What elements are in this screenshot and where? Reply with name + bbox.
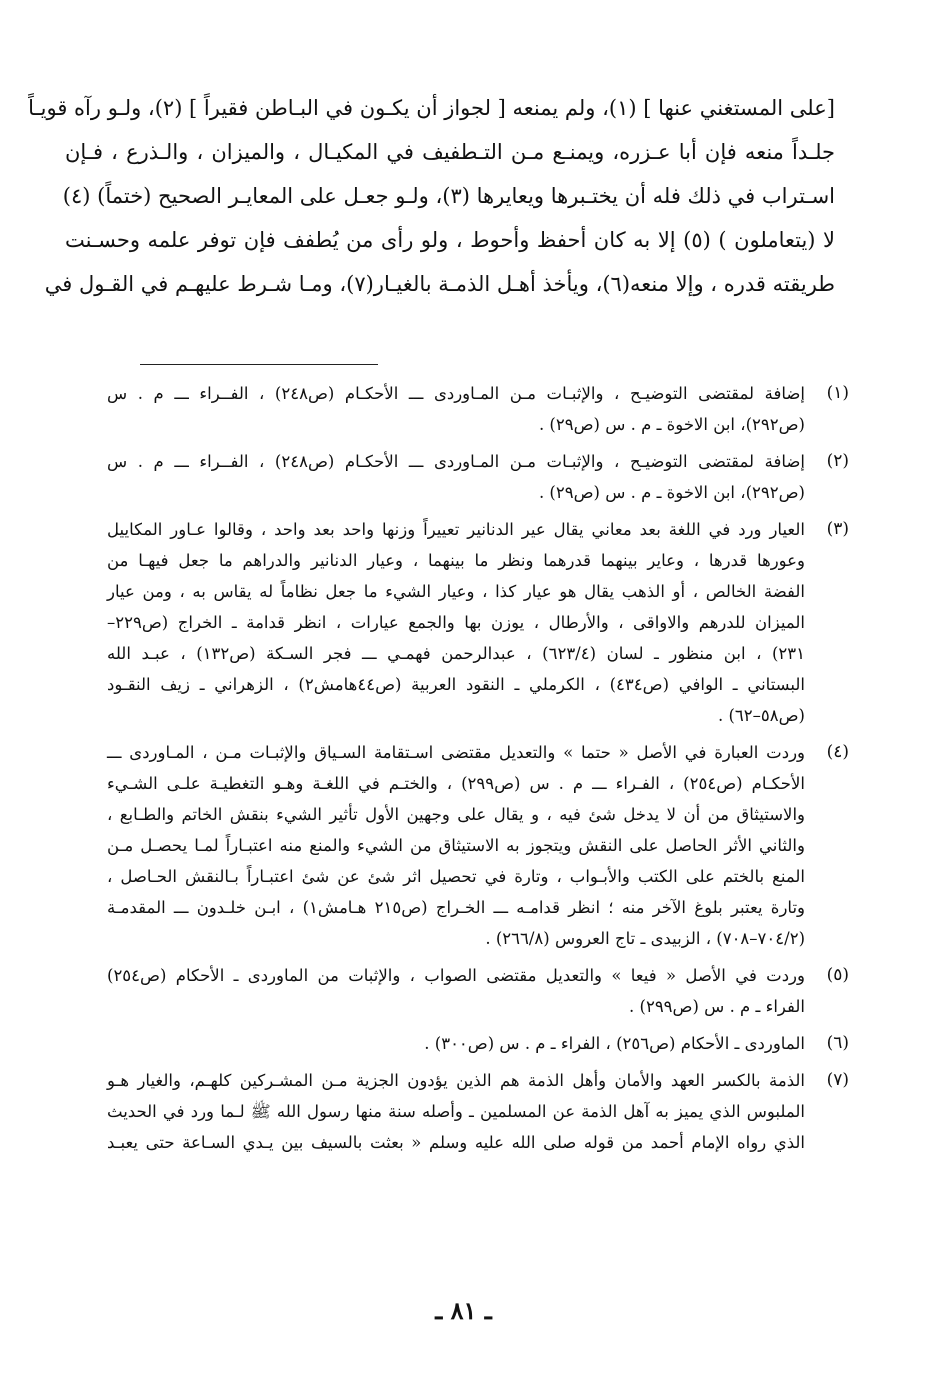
main-text-line: اسـتراب في ذلك فله أن يختـبرها ويعايرها (٣)، ولـو جعـل على المعايـر الصحيح (ختماً) (٤) bbox=[62, 184, 835, 208]
page-number: ـ ٨١ ـ bbox=[435, 1296, 492, 1325]
footnotes-section bbox=[107, 378, 849, 1164]
footnote-line: وردت العبارة في الأصل « حتما » والتعديل مقتضى اسـتقامة السـياق والإثبـات مـن ، المـاوردى ـــ bbox=[107, 743, 805, 762]
footnote-line: الملبوس الذي يميز به آهل الذمة عن المسلمين ـ وأصله سنة منها رسول الله ﷺ لـما ورد في الحديث bbox=[107, 1102, 805, 1121]
footnote-number: (٥) bbox=[826, 965, 849, 985]
footnote-line: الذمة بالكسر العهد والأمان وأهل الذمة هم الذين يؤدون الجزية مـن المشـركين كلهـم، والغيار هـو bbox=[107, 1071, 805, 1090]
footnote-line: المنع بالختم على الكتب والأبـواب ، وتارة في تحصيل اثر شئ عن شئ اعتبـاراً بـالنقش الحـاصل ، bbox=[107, 867, 805, 886]
main-text-line: طريقته قدره ، وإلا منعه(٦)، ويأخذ أهـل الذمـة بالغيـار(٧)، ومـا شـرط عليهـم في القـول في bbox=[44, 272, 835, 296]
footnote-2 bbox=[107, 446, 849, 508]
footnote-line: الماوردى ـ الأحكام (ص٢٥٦) ، الفراء ـ م . س (ص٣٠٠) . bbox=[424, 1034, 805, 1053]
footnote-line: والاستيثاق من أن لا يدخل شئ فيه ، و يقال على وجهين الأول تأثير الشيء بنقش الخاتم والطـابع ، bbox=[107, 805, 805, 824]
footnote-number: (٢) bbox=[826, 451, 849, 471]
footnote-line: (ص٥٨–٦٢) . bbox=[717, 706, 805, 725]
footnote-line: إضافة لمقتضى التوضيـح ، والإثبـات مـن المـاوردى ـــ الأحكـام (ص٢٤٨) ، الفــراء ـــ م . س bbox=[107, 452, 805, 471]
footnote-number: (٤) bbox=[826, 742, 849, 762]
footnote-line: وتارة يعتبر بلوغ الآخر منه ؛ انظر قدامـه ـــ الخـراج (ص٢١٥ هـامش١) ، ابـن خلـدون ـــ المقدمـة bbox=[107, 898, 806, 917]
main-text-line: لا (يتعاملون ) (٥) إلا به كان أحفظ وأحوط ، ولو رأى من يُطفف فإن توفر علمه وحسـنت bbox=[65, 228, 835, 252]
footnote-line: (٧٠٤/٢–٧٠٨) ، الزبيدى ـ تاج العروس (٢٦٦/٨) . bbox=[485, 929, 805, 948]
footnote-line: (ص٢٩٢)، ابن الاخوة ـ م . س (ص٢٩) . bbox=[538, 415, 805, 434]
main-text bbox=[28, 86, 835, 306]
footnote-line: وردت في الأصل « فيعا » والتعديل مقتضى الصواب ، والإثبات من الماوردى ـ الأحكام (ص٢٥٤) bbox=[107, 966, 805, 985]
footnote-number: (٦) bbox=[826, 1033, 849, 1053]
footnote-line: الذي رواه الإمام أحمد من قوله صلى الله عليه وسلم « بعثت بالسيف بين يـدي السـاعة حتى يعبـد bbox=[107, 1133, 805, 1152]
footnote-line: العيار ورد في اللغة بعد معاني يقال عير الدنانير تعييراً وزنها واحد بعد واحد ، وقالوا عـاور المكاييل bbox=[107, 520, 805, 539]
footnote-number: (١) bbox=[826, 383, 849, 403]
footnote-5 bbox=[107, 960, 849, 1022]
footnote-1 bbox=[107, 378, 849, 440]
footnote-divider bbox=[140, 364, 378, 365]
footnote-number: (٣) bbox=[826, 519, 849, 539]
footnote-7 bbox=[107, 1065, 849, 1158]
footnote-number: (٧) bbox=[826, 1070, 849, 1090]
footnote-line: (ص٢٩٢)، ابن الاخوة ـ م . س (ص٢٩) . bbox=[538, 483, 805, 502]
footnote-line: البستاني ـ الوافي (ص٤٣٤) ، الكرملي ـ النقود العربية (ص٤٤هامش٢) ، الزهراني ـ زيف النقـود bbox=[107, 675, 805, 694]
footnote-line: الفضة الخالص ، أو الذهب يقال هو عيار كذا ، وعيار الشيء ما جعل نظاماً له يقاس به ، ومن عيار bbox=[107, 582, 805, 601]
footnote-line: إضافة لمقتضى التوضيـح ، والإثبـات مـن المـاوردى ـــ الأحكـام (ص٢٤٨) ، الفــراء ـــ م . س bbox=[107, 384, 805, 403]
footnote-line: ٢٣١) ، ابن منظور ـ لسان (٦٢٣/٤) ، عبدالرحمن فهمـي ـــ فجر السـكة (ص١٣٢) ، عبـد الله bbox=[107, 644, 805, 663]
footnote-line: وعورها قدرها ، وعاير بينهما قدرهما ونظر ما بينهما ، وعيار الدنانير والدراهم ما جعل فيهـا من bbox=[107, 551, 805, 570]
footnote-line: الميزان للدرهم والاواقى ، والأرطال ، يوزن بها والجمع عيارات ، انظر قدامة ـ الخراج (ص٢٢٩– bbox=[107, 613, 805, 632]
footnote-line: الأحكـام (ص٢٥٤) ، الفـراء ـــ م . س (ص٢٩٩) ، والختـم في اللغـة وهـو التغطيـة علـى الشـيء bbox=[107, 774, 805, 793]
footnote-line: الفراء ـ م . س (ص٢٩٩) . bbox=[629, 997, 805, 1016]
main-text-line: [على المستغني عنها ] (١)، ولم يمنعه [ لجواز أن يكـون في البـاطن فقيراً ] (٢)، ولـو رآه قويـاً bbox=[28, 96, 835, 120]
footnote-4 bbox=[107, 737, 849, 954]
footnote-6 bbox=[107, 1028, 849, 1059]
main-text-line: جلـداً منعه فإن أبا عـزره، ويمنـع مـن التـطفيف في المكيـال ، والميزان ، والـذرع ، فـإن bbox=[65, 140, 835, 164]
footnote-line: والثاني الأثر الحاصل على النقش ويتجوز به الاستيثاق من الشيء والمنع منه اعتبـاراً لمـا يحصـل مـن bbox=[107, 836, 805, 855]
footnote-3 bbox=[107, 514, 849, 731]
